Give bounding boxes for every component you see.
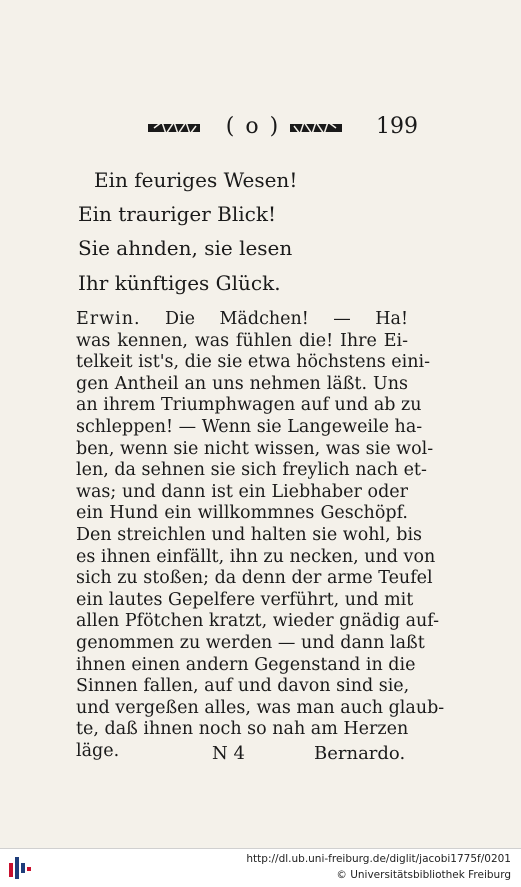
page-permalink[interactable]: http://dl.ub.uni-freiburg.de/diglit/jacobi1775f/0201 — [246, 853, 511, 865]
speaker-name: Erwin. — [76, 309, 141, 329]
prose-block — [76, 309, 445, 762]
prose-line: schleppen! — Wenn sie Langeweile ha- — [76, 416, 423, 437]
copyright-notice: © Universitätsbibliothek Freiburg — [336, 869, 511, 881]
verse-line: Ein feuriges Wesen! — [94, 168, 298, 192]
prose-line: allen Pfötchen kratzt, wieder gnädig auf- — [76, 611, 440, 632]
prose-line-text: Die Mädchen! — Ha! — [165, 309, 408, 329]
verse-line: Ihr künftiges Glück. — [78, 271, 281, 295]
ornament-left-icon — [148, 120, 200, 136]
prose-line: und vergeßen alles, was man auch glaub- — [76, 697, 445, 718]
prose-line: gen Antheil an uns nehmen läßt. Uns — [76, 373, 408, 394]
page-number: 199 — [376, 114, 418, 139]
ornament-right-icon — [290, 120, 342, 136]
prose-line: genommen zu werden — und dann laßt — [76, 632, 425, 653]
library-logo-icon — [8, 855, 32, 881]
verse-line: Ein trauriger Blick! — [78, 202, 276, 226]
prose-line: len, da sehnen sie sich freylich nach et- — [76, 460, 427, 481]
header-center-mark: ( o ) — [225, 114, 281, 139]
prose-line: Den streichlen und halten sie wohl, bis — [76, 524, 423, 545]
prose-line: ein lautes Gepelfere verführt, und mit — [76, 589, 414, 610]
prose-line: es ihnen einfällt, ihn zu necken, und von — [76, 546, 436, 567]
signature-mark: N 4 — [212, 743, 245, 764]
verse-line: Sie ahnden, sie lesen — [78, 236, 293, 260]
viewer-footer — [0, 848, 521, 887]
page-header — [0, 114, 521, 144]
prose-line: ben, wenn sie nicht wissen, was sie wol- — [76, 438, 434, 459]
prose-line: ein Hund ein willkommnes Geschöpf. — [76, 503, 408, 524]
catchword: Bernardo. — [314, 743, 406, 764]
prose-line: ihnen einen andern Gegenstand in die — [76, 654, 416, 675]
prose-line: was; und dann ist ein Liebhaber oder — [76, 481, 408, 502]
prose-line — [76, 309, 408, 331]
prose-line: läge. — [76, 740, 120, 761]
prose-line: an ihrem Triumphwagen auf und ab zu — [76, 395, 422, 416]
prose-line: te, daß ihnen noch so nah am Herzen — [76, 719, 409, 740]
prose-line: was kennen, was fühlen die! Ihre Ei- — [76, 330, 408, 351]
prose-line: sich zu stoßen; da denn der arme Teufel — [76, 568, 433, 589]
prose-line: telkeit ist's, die sie etwa höchstens eini- — [76, 352, 431, 373]
prose-line: Sinnen fallen, auf und davon sind sie, — [76, 676, 410, 697]
